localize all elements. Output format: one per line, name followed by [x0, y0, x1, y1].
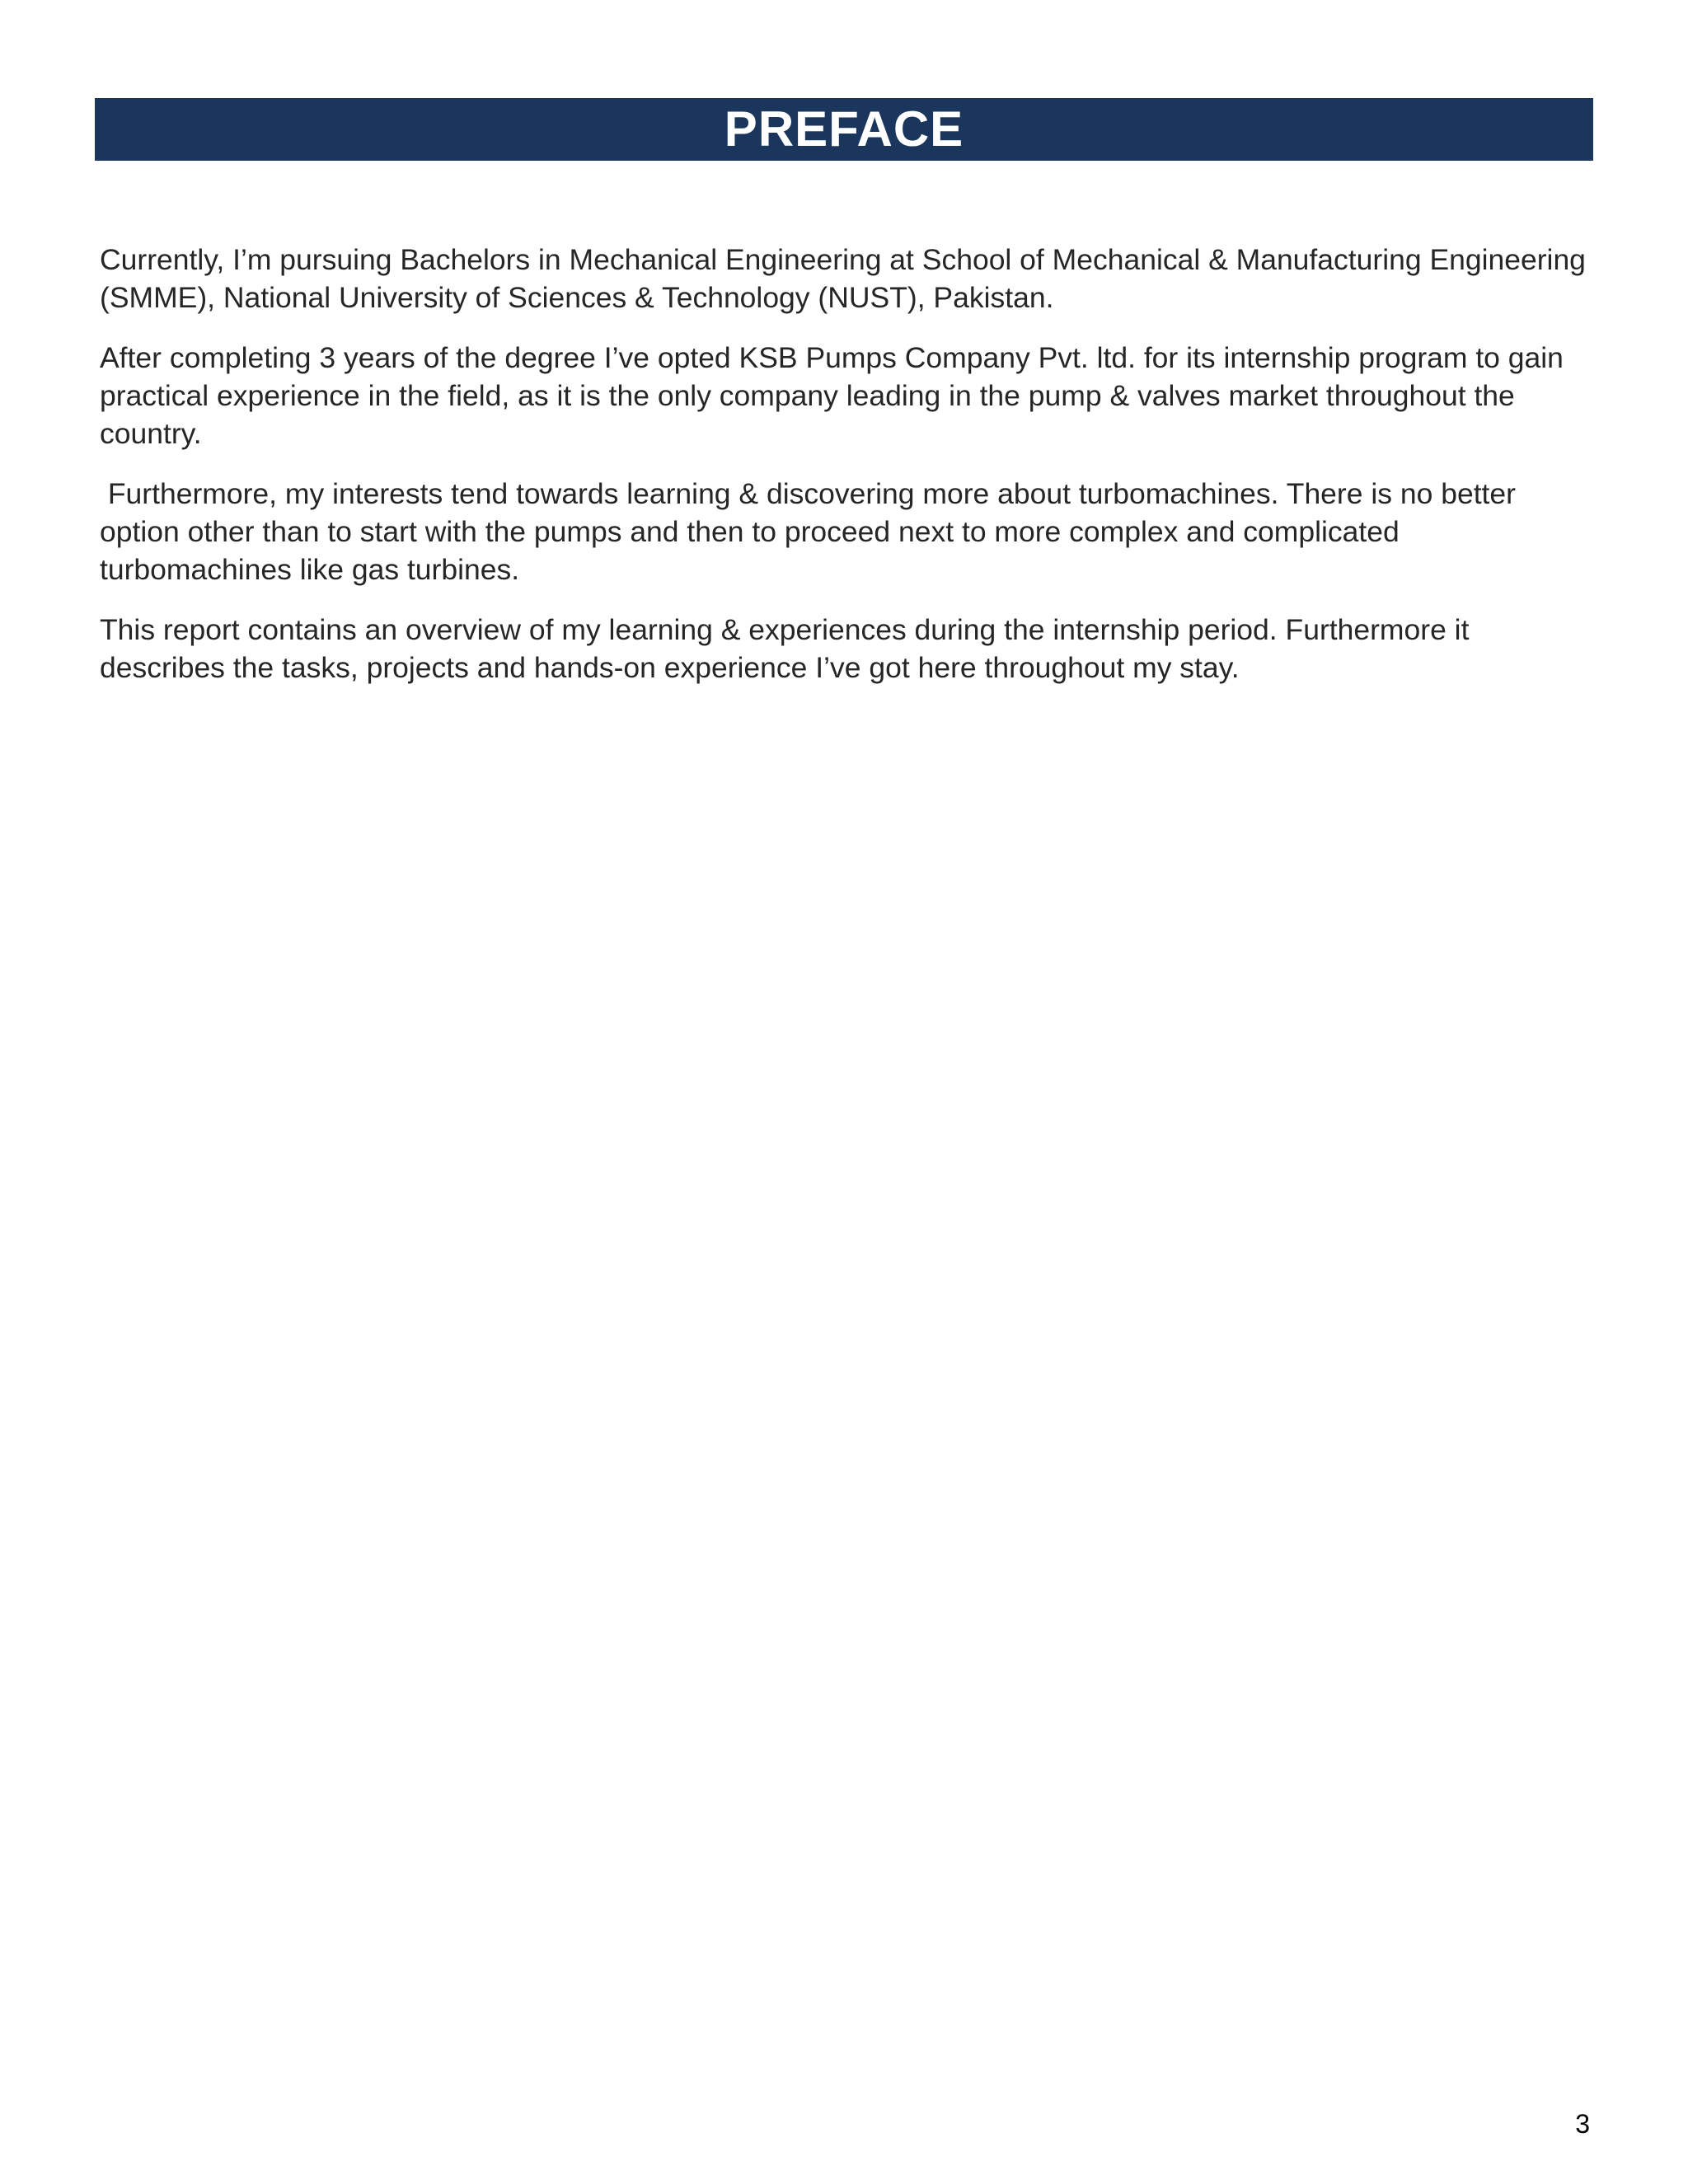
paragraph-2: After completing 3 years of the degree I’ve opted KSB Pumps Company Pvt. ltd. for its internship program to gain practical experience in the field, as it is the only company leading in the pump & valves market throughout the country.: [100, 341, 1572, 450]
page-number: 3: [1575, 2109, 1590, 2139]
paragraph-4: This report contains an overview of my learning & experiences during the internship period. Furthermore it describes the tasks, projects and hands-on experience I’ve got here throughout my stay.: [100, 613, 1478, 684]
paragraph-3: Furthermore, my interests tend towards learning & discovering more about turbomachines. There is no better option other than to start with the pumps and then to proceed next to more complex and complicated turbomachines like gas turbines.: [100, 477, 1524, 586]
title-banner: [95, 98, 1593, 161]
paragraph-1: Currently, I’m pursuing Bachelors in Mechanical Engineering at School of Mechanical & Manufacturing Engineering (SMME), National University of Sciences & Technology (NUST), Pakistan.: [100, 243, 1594, 314]
body-text: [100, 241, 1596, 709]
page-title: PREFACE: [724, 101, 964, 157]
